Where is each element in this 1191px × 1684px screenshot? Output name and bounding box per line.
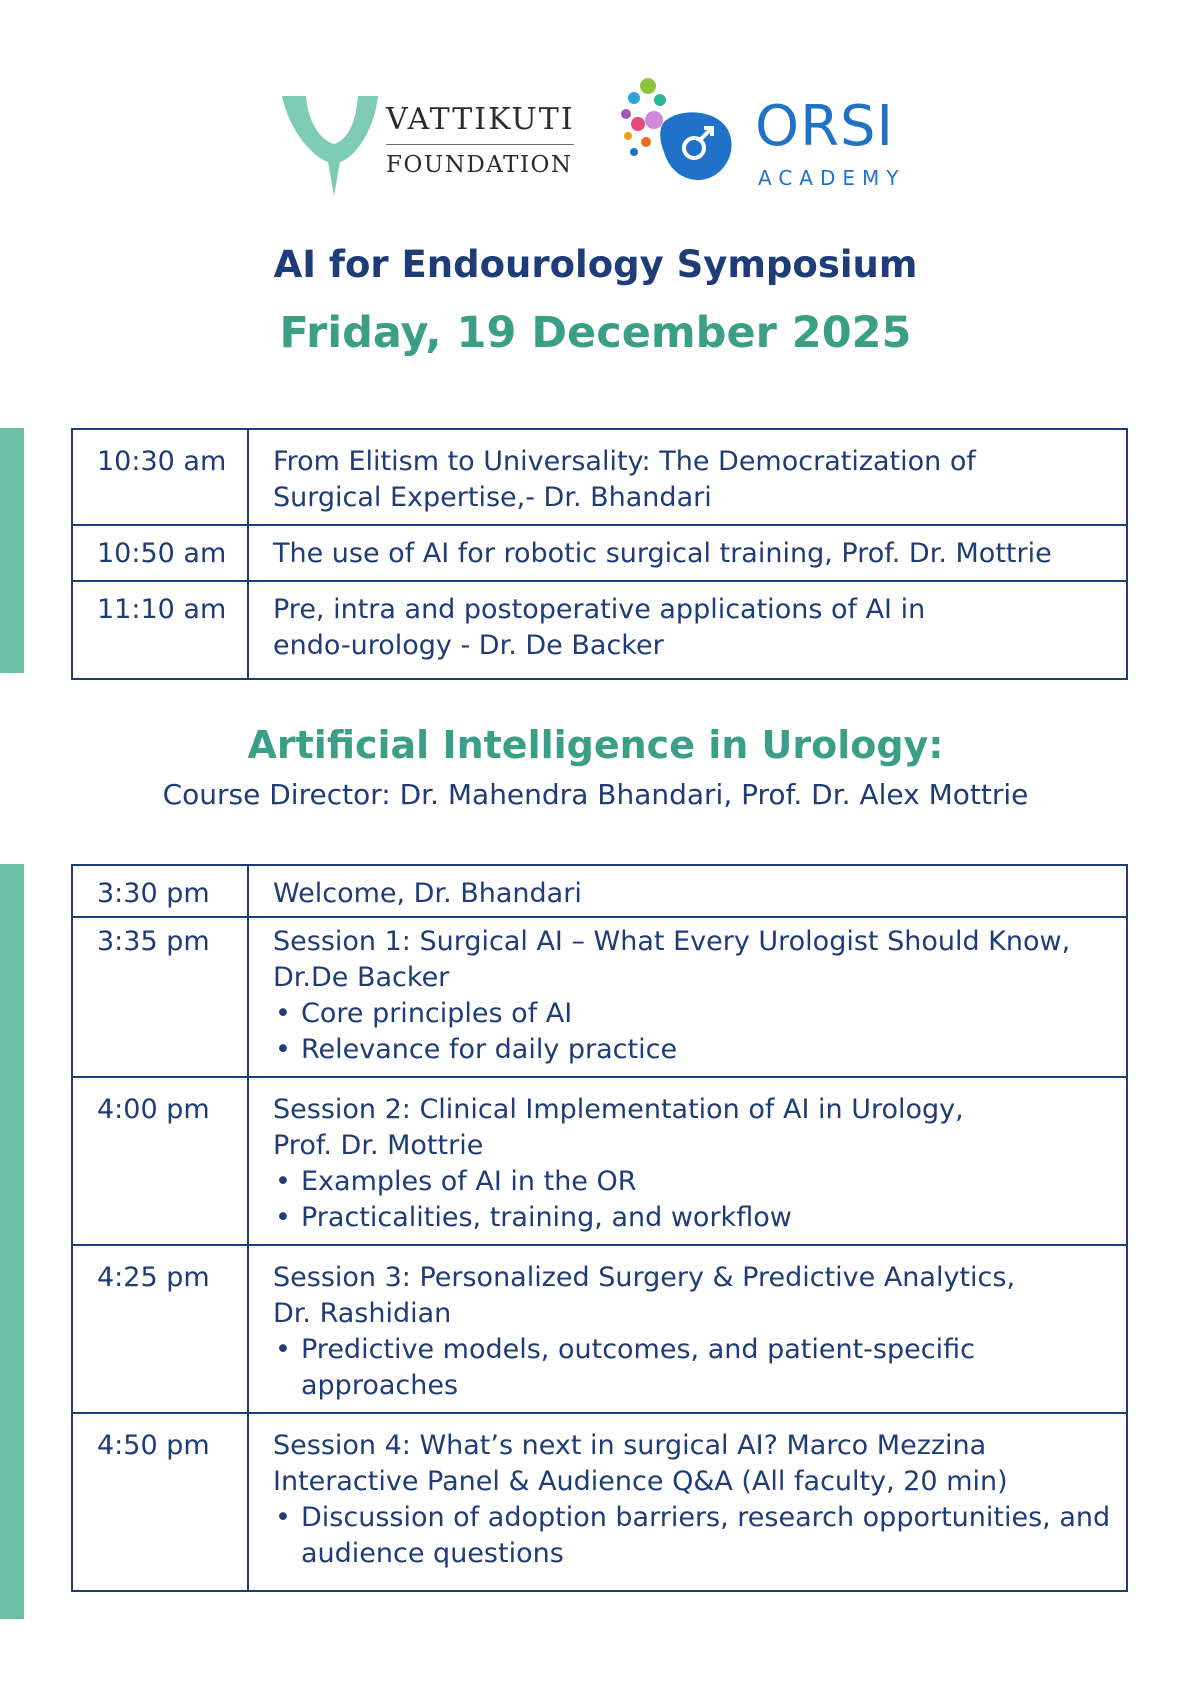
session-line: Session 3: Personalized Surgery & Predictive Analytics, <box>273 1262 1016 1293</box>
side-accent-bar-top <box>0 428 24 673</box>
bullet-item: • Core principles of AI <box>273 996 1120 1032</box>
bullet-item: • Discussion of adoption barriers, research opportunities, and audience questions <box>273 1500 1120 1572</box>
talk-line: The use of AI for robotic surgical training, Prof. Dr. Mottrie <box>273 538 1052 569</box>
time-cell: 3:30 pm <box>72 865 248 917</box>
table-row <box>72 865 1127 917</box>
vattikuti-v-icon <box>282 92 382 198</box>
time-cell: 4:25 pm <box>72 1245 248 1413</box>
description-cell <box>248 1413 1127 1591</box>
course-director: Course Director: Dr. Mahendra Bhandari, Prof. Dr. Alex Mottrie <box>162 778 1029 811</box>
session-line: Dr.De Backer <box>273 962 450 993</box>
session-line: Dr. Rashidian <box>273 1298 452 1329</box>
talk-line: Surgical Expertise,- Dr. Bhandari <box>273 482 712 513</box>
bullet-item: • Relevance for daily practice <box>273 1032 1120 1068</box>
description-cell <box>248 917 1127 1077</box>
orsi-bubbles-icon <box>620 78 750 188</box>
session-line: Session 4: What’s next in surgical AI? Marco Mezzina <box>273 1430 987 1461</box>
time-cell: 10:50 am <box>72 525 248 581</box>
table-row <box>72 1413 1127 1591</box>
talk-line: endo-urology - Dr. De Backer <box>273 630 664 661</box>
table-row <box>72 1245 1127 1413</box>
side-accent-bar-bottom <box>0 864 24 1619</box>
bullet-item: • Examples of AI in the OR <box>273 1164 1120 1200</box>
bullet-item: • Practicalities, training, and workflow <box>273 1200 1120 1236</box>
description-cell <box>248 429 1127 525</box>
section-title: Artificial Intelligence in Urology: <box>247 723 944 767</box>
bullet-item: • Predictive models, outcomes, and patient-specific approaches <box>273 1332 1120 1404</box>
description-cell <box>248 865 1127 917</box>
talk-line: Pre, intra and postoperative applications of AI in <box>273 594 926 625</box>
time-cell: 11:10 am <box>72 581 248 679</box>
description-cell <box>248 1245 1127 1413</box>
session-line: Prof. Dr. Mottrie <box>273 1130 484 1161</box>
vattikuti-wordmark: VATTIKUTI <box>386 102 575 137</box>
time-cell: 3:35 pm <box>72 917 248 1077</box>
session-line: Session 2: Clinical Implementation of AI in Urology, <box>273 1094 964 1125</box>
afternoon-schedule-table <box>71 864 1128 1592</box>
event-date: Friday, 19 December 2025 <box>279 308 912 358</box>
time-cell: 4:50 pm <box>72 1413 248 1591</box>
table-row <box>72 429 1127 525</box>
vattikuti-subtitle: FOUNDATION <box>386 152 573 178</box>
description-cell <box>248 581 1127 679</box>
table-row <box>72 525 1127 581</box>
time-cell: 10:30 am <box>72 429 248 525</box>
orsi-wordmark: ORSI <box>755 94 895 159</box>
time-cell: 4:00 pm <box>72 1077 248 1245</box>
table-row <box>72 581 1127 679</box>
orsi-academy-logo <box>620 78 940 198</box>
session-line: Session 1: Surgical AI – What Every Urologist Should Know, <box>273 926 1071 957</box>
session-line: Welcome, Dr. Bhandari <box>273 878 582 909</box>
symposium-title: AI for Endourology Symposium <box>273 243 918 286</box>
description-cell <box>248 525 1127 581</box>
table-row <box>72 1077 1127 1245</box>
orsi-subtitle: ACADEMY <box>758 166 906 190</box>
talk-line: From Elitism to Universality: The Democratization of <box>273 446 976 477</box>
vattikuti-foundation-logo <box>282 92 592 202</box>
description-cell <box>248 1077 1127 1245</box>
session-line: Interactive Panel & Audience Q&A (All faculty, 20 min) <box>273 1466 1008 1497</box>
morning-schedule-table <box>71 428 1128 680</box>
vattikuti-divider <box>386 144 574 145</box>
table-row <box>72 917 1127 1077</box>
